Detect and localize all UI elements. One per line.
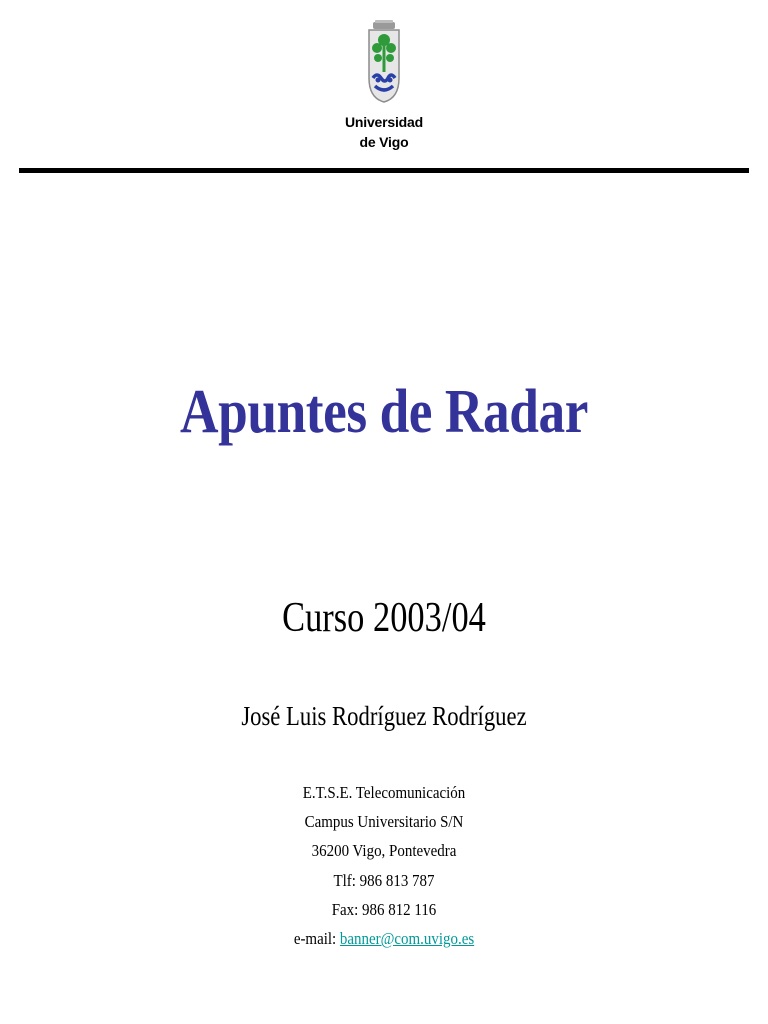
author-name: José Luis Rodríguez Rodríguez: [241, 701, 527, 731]
email-link[interactable]: banner@com.uvigo.es: [339, 929, 475, 949]
contact-address: [46, 778, 722, 953]
institution-name: [0, 112, 768, 152]
document-title: Apuntes de Radar: [180, 378, 588, 446]
header-divider: [19, 168, 749, 173]
address-email-line: [46, 924, 722, 953]
address-city: 36200 Vigo, Pontevedra: [311, 841, 457, 861]
course-year: Curso 2003/04: [282, 595, 486, 641]
address-fax: Fax: 986 812 116: [331, 899, 437, 919]
email-label: e-mail:: [293, 929, 340, 949]
university-crest-icon: [366, 20, 402, 104]
address-phone: Tlf: 986 813 787: [333, 870, 435, 890]
address-campus: Campus Universitario S/N: [304, 812, 464, 832]
institution-line-1: Universidad: [345, 114, 423, 130]
address-school: E.T.S.E. Telecomunicación: [302, 783, 466, 802]
institution-line-2: de Vigo: [359, 134, 409, 150]
